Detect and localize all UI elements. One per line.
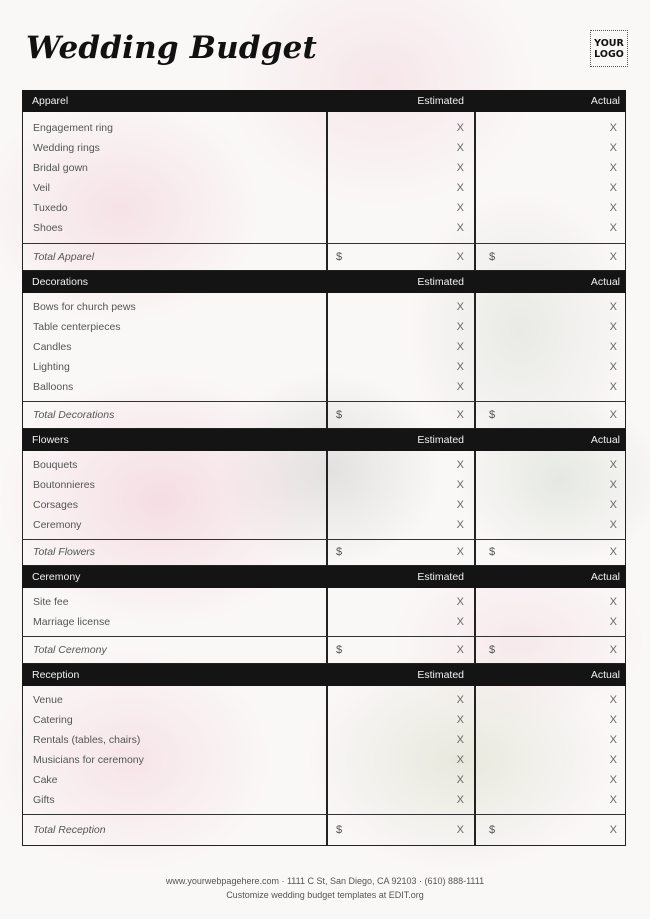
actual-total[interactable]: X: [609, 644, 617, 656]
estimated-value[interactable]: X: [456, 616, 464, 628]
list-item: Catering: [33, 714, 73, 726]
actual-column-header: Actual: [590, 434, 620, 446]
actual-value[interactable]: X: [609, 142, 617, 154]
total-label: Total Flowers: [33, 546, 96, 558]
estimated-value[interactable]: X: [456, 734, 464, 746]
actual-value[interactable]: X: [609, 361, 617, 373]
total-label: Total Ceremony: [33, 644, 107, 656]
currency-symbol: $: [489, 409, 496, 421]
currency-symbol: $: [489, 546, 496, 558]
footer-contact: www.yourwebpagehere.com · 1111 C St, San Diego, CA 92103 · (610) 888-1111: [165, 876, 485, 886]
estimated-value[interactable]: X: [456, 519, 464, 531]
estimated-value[interactable]: X: [456, 361, 464, 373]
actual-total[interactable]: X: [609, 409, 617, 421]
document-title: Wedding Budget: [26, 30, 318, 66]
list-item: Veil: [33, 182, 50, 194]
actual-total[interactable]: X: [609, 824, 617, 836]
list-item: Venue: [33, 694, 63, 706]
column-divider: [474, 293, 476, 401]
section-header: [22, 271, 626, 293]
estimated-value[interactable]: X: [456, 774, 464, 786]
list-item: Bows for church pews: [33, 301, 136, 313]
list-item: Ceremony: [33, 519, 82, 531]
currency-symbol: $: [489, 644, 496, 656]
list-item: Corsages: [33, 499, 78, 511]
total-label: Total Reception: [33, 824, 106, 836]
column-divider: [326, 637, 328, 663]
column-divider: [474, 244, 476, 270]
column-divider: [326, 293, 328, 401]
section-body: [22, 451, 626, 539]
list-item: Balloons: [33, 381, 74, 393]
actual-value[interactable]: X: [609, 459, 617, 471]
estimated-total[interactable]: X: [456, 546, 464, 558]
section-header: [22, 664, 626, 686]
list-item: Boutonnieres: [33, 479, 95, 491]
list-item: Gifts: [33, 794, 55, 806]
estimated-value[interactable]: X: [456, 222, 464, 234]
column-divider: [326, 815, 328, 845]
logo-line-2: LOGO: [594, 48, 624, 60]
list-item: Engagement ring: [33, 122, 113, 134]
estimated-value[interactable]: X: [456, 321, 464, 333]
estimated-total[interactable]: X: [456, 824, 464, 836]
actual-value[interactable]: X: [609, 122, 617, 134]
estimated-total[interactable]: X: [456, 251, 464, 263]
estimated-column-header: Estimated: [417, 571, 464, 583]
estimated-value[interactable]: X: [456, 162, 464, 174]
footer-credit: Customize wedding budget templates at EDIT.org: [226, 890, 424, 900]
actual-value[interactable]: X: [609, 714, 617, 726]
column-divider: [474, 637, 476, 663]
column-divider: [326, 244, 328, 270]
estimated-value[interactable]: X: [456, 122, 464, 134]
column-divider: [326, 451, 328, 539]
actual-value[interactable]: X: [609, 479, 617, 491]
section-name: Apparel: [32, 95, 69, 107]
column-divider: [326, 540, 328, 565]
estimated-column-header: Estimated: [417, 669, 464, 681]
list-item: Lighting: [33, 361, 70, 373]
currency-symbol: $: [489, 824, 496, 836]
logo-placeholder: [590, 30, 628, 67]
estimated-value[interactable]: X: [456, 381, 464, 393]
total-row: [22, 636, 626, 664]
actual-column-header: Actual: [590, 276, 620, 288]
list-item: Candles: [33, 341, 72, 353]
actual-value[interactable]: X: [609, 794, 617, 806]
estimated-column-header: Estimated: [417, 95, 464, 107]
section-body: [22, 686, 626, 814]
estimated-value[interactable]: X: [456, 754, 464, 766]
column-divider: [474, 686, 476, 814]
estimated-value[interactable]: X: [456, 596, 464, 608]
actual-column-header: Actual: [590, 95, 620, 107]
list-item: Table centerpieces: [33, 321, 121, 333]
section-name: Decorations: [32, 276, 89, 288]
section-flowers: [22, 429, 626, 566]
list-item: Bouquets: [33, 459, 78, 471]
currency-symbol: $: [336, 644, 343, 656]
section-body: [22, 112, 626, 243]
list-item: Musicians for ceremony: [33, 754, 144, 766]
actual-value[interactable]: X: [609, 321, 617, 333]
estimated-value[interactable]: X: [456, 202, 464, 214]
column-divider: [474, 112, 476, 243]
list-item: Bridal gown: [33, 162, 88, 174]
section-name: Flowers: [32, 434, 69, 446]
estimated-total[interactable]: X: [456, 644, 464, 656]
estimated-total[interactable]: X: [456, 409, 464, 421]
section-header: [22, 90, 626, 112]
footer: [0, 874, 650, 902]
total-row: [22, 243, 626, 271]
estimated-column-header: Estimated: [417, 276, 464, 288]
total-row: [22, 401, 626, 429]
column-divider: [474, 451, 476, 539]
estimated-column-header: Estimated: [417, 434, 464, 446]
currency-symbol: $: [336, 824, 343, 836]
actual-value[interactable]: X: [609, 182, 617, 194]
column-divider: [474, 402, 476, 428]
estimated-value[interactable]: X: [456, 301, 464, 313]
actual-value[interactable]: X: [609, 694, 617, 706]
total-row: [22, 814, 626, 846]
section-body: [22, 588, 626, 636]
actual-column-header: Actual: [590, 669, 620, 681]
actual-value[interactable]: X: [609, 381, 617, 393]
column-divider: [326, 112, 328, 243]
section-reception: [22, 664, 626, 846]
section-header: [22, 429, 626, 451]
section-apparel: [22, 90, 626, 271]
column-divider: [326, 686, 328, 814]
estimated-value[interactable]: X: [456, 479, 464, 491]
list-item: Site fee: [33, 596, 69, 608]
column-divider: [474, 588, 476, 636]
currency-symbol: $: [489, 251, 496, 263]
estimated-value[interactable]: X: [456, 499, 464, 511]
actual-value[interactable]: X: [609, 499, 617, 511]
estimated-value[interactable]: X: [456, 714, 464, 726]
actual-value[interactable]: X: [609, 162, 617, 174]
total-label: Total Apparel: [33, 251, 95, 263]
section-name: Ceremony: [32, 571, 81, 583]
actual-value[interactable]: X: [609, 734, 617, 746]
actual-value[interactable]: X: [609, 754, 617, 766]
actual-total[interactable]: X: [609, 546, 617, 558]
list-item: Shoes: [33, 222, 63, 234]
estimated-value[interactable]: X: [456, 341, 464, 353]
actual-total[interactable]: X: [609, 251, 617, 263]
section-ceremony: [22, 566, 626, 664]
section-body: [22, 293, 626, 401]
actual-column-header: Actual: [590, 571, 620, 583]
currency-symbol: $: [336, 251, 343, 263]
actual-value[interactable]: X: [609, 616, 617, 628]
actual-value[interactable]: X: [609, 341, 617, 353]
column-divider: [326, 402, 328, 428]
actual-value[interactable]: X: [609, 301, 617, 313]
estimated-value[interactable]: X: [456, 459, 464, 471]
currency-symbol: $: [336, 409, 343, 421]
total-label: Total Decorations: [33, 409, 115, 421]
total-row: [22, 539, 626, 566]
section-name: Reception: [32, 669, 80, 681]
estimated-value[interactable]: X: [456, 142, 464, 154]
estimated-value[interactable]: X: [456, 794, 464, 806]
estimated-value[interactable]: X: [456, 182, 464, 194]
actual-value[interactable]: X: [609, 774, 617, 786]
column-divider: [326, 588, 328, 636]
actual-value[interactable]: X: [609, 596, 617, 608]
actual-value[interactable]: X: [609, 222, 617, 234]
list-item: Cake: [33, 774, 58, 786]
list-item: Tuxedo: [33, 202, 68, 214]
actual-value[interactable]: X: [609, 519, 617, 531]
list-item: Rentals (tables, chairs): [33, 734, 141, 746]
currency-symbol: $: [336, 546, 343, 558]
column-divider: [474, 540, 476, 565]
column-divider: [474, 815, 476, 845]
section-decorations: [22, 271, 626, 429]
logo-line-1: YOUR: [594, 37, 624, 49]
estimated-value[interactable]: X: [456, 694, 464, 706]
list-item: Marriage license: [33, 616, 111, 628]
actual-value[interactable]: X: [609, 202, 617, 214]
section-header: [22, 566, 626, 588]
list-item: Wedding rings: [33, 142, 100, 154]
